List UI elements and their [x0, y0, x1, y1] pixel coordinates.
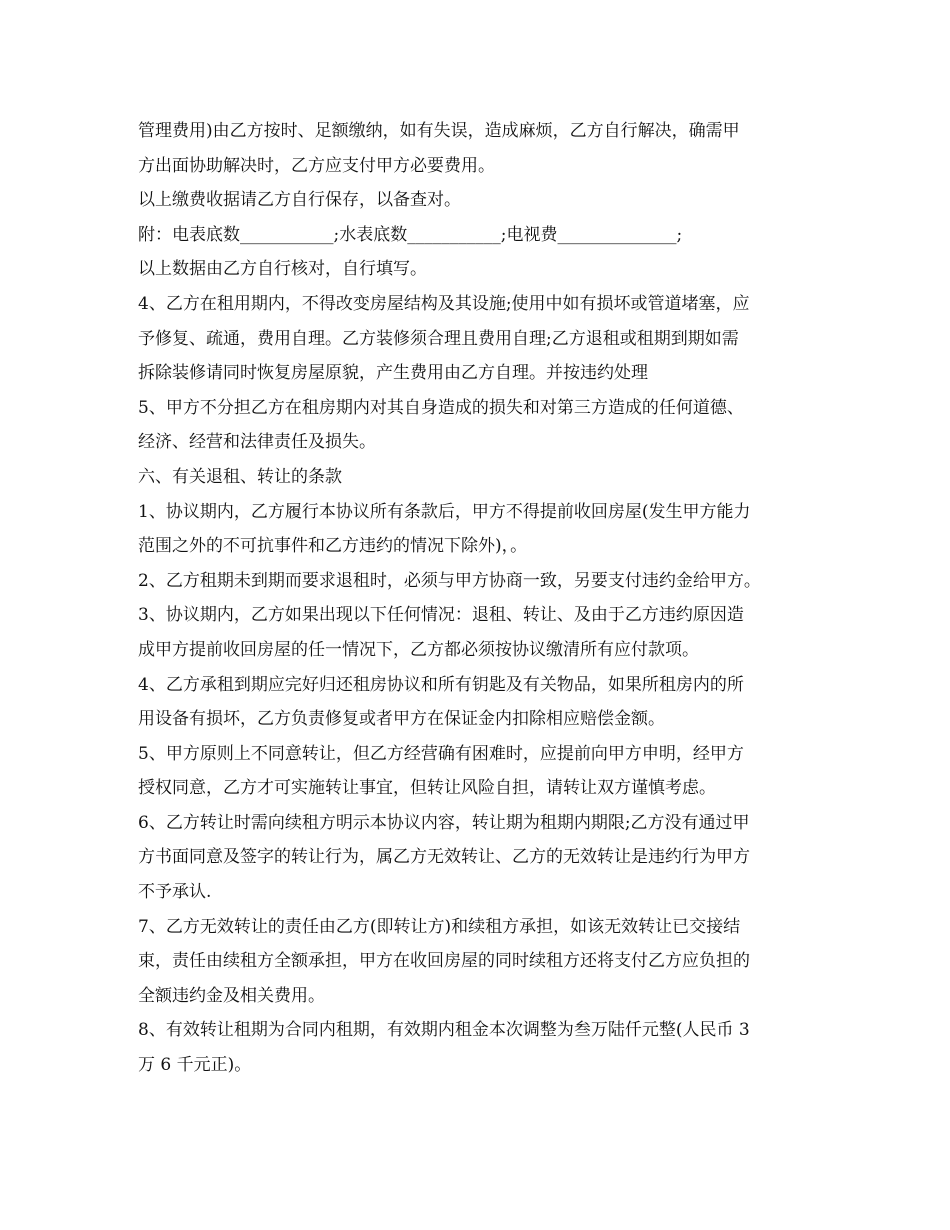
text-line: 范围之外的不可抗事件和乙方违约的情况下除外)，。: [138, 536, 528, 557]
document-body: [138, 114, 818, 1083]
text-line: 3、协议期内，乙方如果出现以下任何情况：退租、转让、及由于乙方违约原因造: [138, 605, 744, 626]
text-line: 7、乙方无效转让的责任由乙方(即转让方)和续租方承担，如该无效转让已交接结: [138, 916, 741, 937]
text-line: 5、甲方不分担乙方在租房期内对其自身造成的损失和对第三方造成的任何道德、: [138, 397, 744, 418]
text-line: 万 6 千元正)。: [138, 1055, 252, 1076]
text-line: 经济、经营和法律责任及损失。: [138, 432, 376, 453]
text-line: 5、甲方原则上不同意转让，但乙方经营确有困难时，应提前向甲方申明，经甲方: [138, 743, 744, 764]
text-line: 方书面同意及签字的转让行为，属乙方无效转让、乙方的无效转让是违约行为甲方: [138, 847, 750, 868]
text-line: 予修复、疏通，费用自理。乙方装修须合理且费用自理;乙方退租或租期到期如需: [138, 328, 739, 349]
text-line: 6、乙方转让时需向续租方明示本协议内容，转让期为租期内期限;乙方没有通过甲: [138, 812, 750, 833]
text-line: 管理费用)由乙方按时、足额缴纳，如有失误，造成麻烦，乙方自行解决，确需甲: [138, 121, 740, 141]
text-line: 束，责任由续租方全额承担，甲方在收回房屋的同时续租方还将支付乙方应负担的: [138, 951, 750, 972]
text-line: 成甲方提前收回房屋的任一情况下，乙方都必须按协议缴清所有应付款项。: [138, 639, 699, 660]
text-line: 4、乙方在租用期内，不得改变房屋结构及其设施;使用中如有损坏或管道堵塞，应: [138, 293, 750, 314]
text-line: 2、乙方租期未到期而要求退租时，必须与甲方协商一致，另要支付违约金给甲方。: [138, 570, 761, 591]
text-line: 以上缴费收据请乙方自行保存，以备查对。: [138, 190, 461, 211]
text-line: 拆除装修请同时恢复房屋原貌，产生费用由乙方自理。并按违约处理: [138, 363, 648, 384]
section-heading: 六、有关退租、转让的条款: [138, 466, 342, 487]
text-line: 附：电表底数___________;水表底数___________;电视费______________;: [138, 224, 683, 245]
text-line: 不予承认.: [138, 882, 212, 903]
text-line: 4、乙方承租到期应完好归还租房协议和所有钥匙及有关物品，如果所租房内的所: [138, 674, 744, 695]
text-line: 以上数据由乙方自行核对，自行填写。: [138, 259, 427, 280]
text-line: 1、协议期内，乙方履行本协议所有条款后，甲方不得提前收回房屋(发生甲方能力: [138, 501, 751, 522]
text-line: 8、有效转让租期为合同内租期，有效期内租金本次调整为叁万陆仟元整(人民币 3: [138, 1020, 750, 1041]
text-line: 方出面协助解决时，乙方应支付甲方必要费用。: [138, 155, 495, 176]
text-line: 用设备有损坏，乙方负责修复或者甲方在保证金内扣除相应赔偿金额。: [138, 709, 665, 730]
text-line: 全额违约金及相关费用。: [138, 985, 325, 1006]
text-line: 授权同意，乙方才可实施转让事宜，但转让风险自担，请转让双方谨慎考虑。: [138, 778, 716, 799]
